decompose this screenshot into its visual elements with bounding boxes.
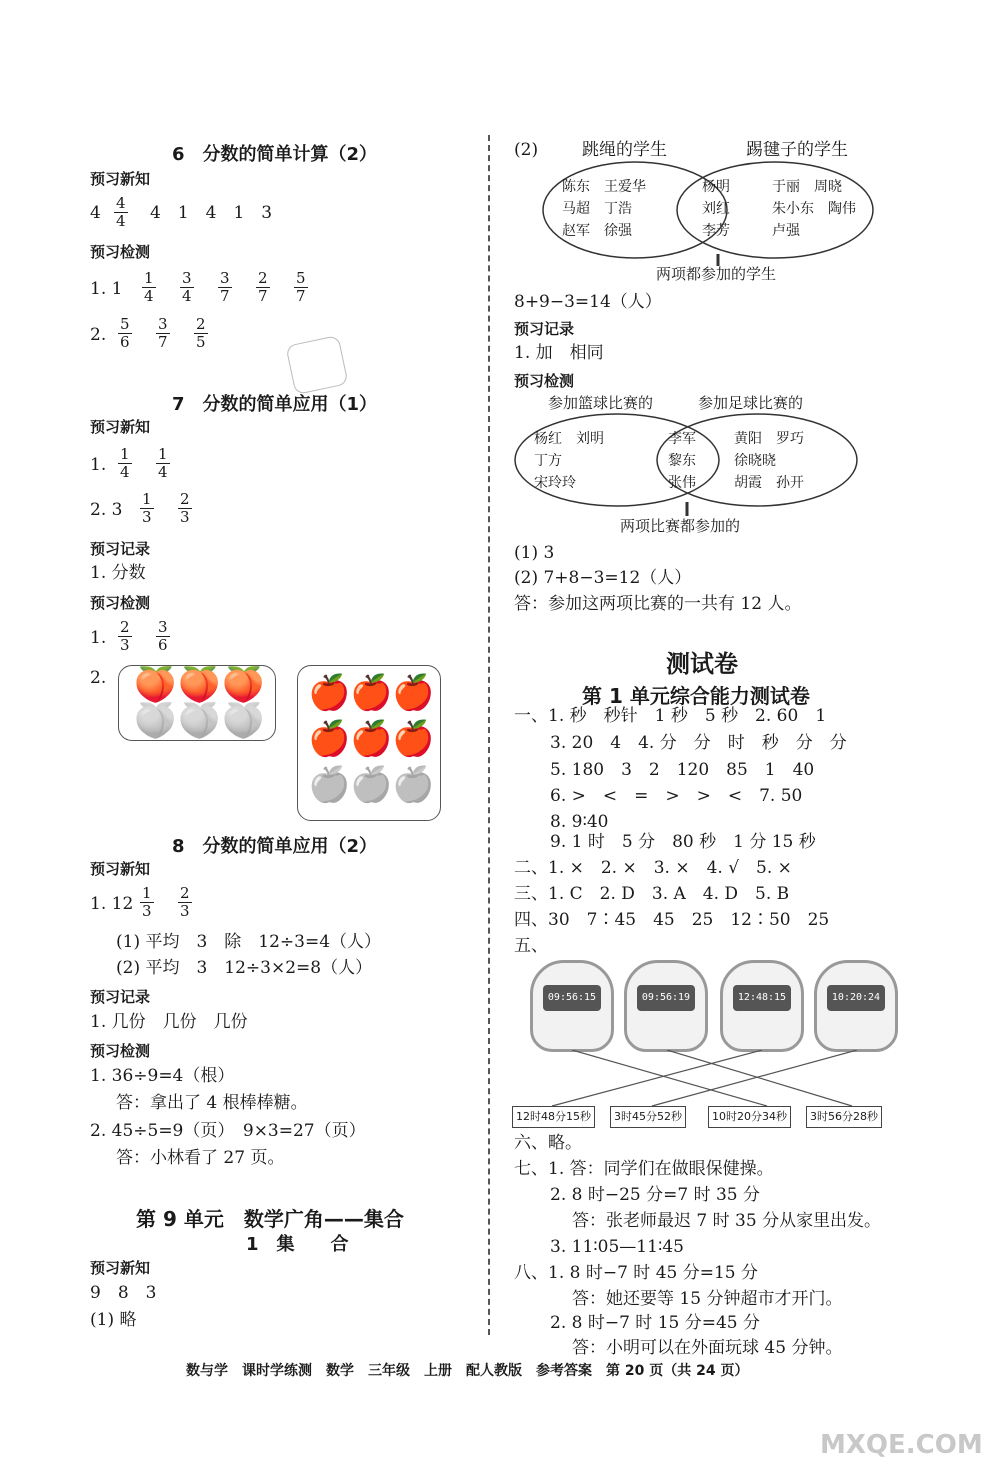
peach-icon: 🍑 [134, 701, 177, 741]
preview-record-label: 预习记录 [514, 320, 575, 338]
answer-3: 答：参加这两项比赛的一共有 12 人。 [514, 594, 802, 614]
apple-icon: 🍎 [392, 719, 435, 759]
section-6-title: 6 分数的简单计算（2） [172, 144, 378, 165]
test-line-10: 五、 [514, 936, 548, 956]
fraction: $\frac{4}{4}$ [116, 194, 126, 230]
venn2-mid-names: 李军 黎东 张伟 [668, 431, 696, 491]
preview-record-label: 预习记录 [90, 988, 151, 1006]
clock-icon: 09:56:19 [624, 960, 708, 1052]
time-box: 3时45分52秒 [610, 1106, 686, 1128]
clock-icon: 09:56:15 [530, 960, 614, 1052]
venn1-right-names: 于丽 周晓 朱小东 陶伟 卢强 [772, 179, 856, 239]
unit-9-subtitle: 1 集 合 [246, 1234, 349, 1255]
test-line-7: 二、1. × 2. × 3. × 4. √ 5. × [514, 858, 792, 878]
fraction: $\frac{2}{7}$ [258, 269, 268, 305]
sec7-q1: 1. [90, 455, 107, 475]
test-title: 测试卷 [666, 650, 738, 678]
venn2-right-names: 黄阳 罗巧 徐晓晓 胡霞 孙开 [734, 431, 804, 491]
preview-new-label: 预习新知 [90, 1259, 151, 1277]
record-1: 1. 加 相同 [514, 343, 604, 363]
sec7-check-1: 1. [90, 628, 107, 648]
test-line-19: 答：小明可以在外面玩球 45 分钟。 [572, 1338, 843, 1358]
fraction: $\frac{1}{4}$ [158, 445, 168, 481]
peach-icon: 🍑 [134, 665, 177, 705]
test-line-12: 七、1. 答：同学们在做眼保健操。 [514, 1159, 774, 1179]
sec6-q1: 1. 1 [90, 279, 123, 299]
column-divider [488, 135, 490, 1335]
apple-icon: 🍎 [350, 673, 393, 713]
test-line-13: 2. 8 时−25 分=7 时 35 分 [550, 1185, 761, 1205]
apple-icon: 🍎 [308, 765, 351, 805]
section-7-title: 7 分数的简单应用（1） [172, 394, 378, 415]
fraction: $\frac{3}{7}$ [158, 315, 168, 351]
fraction: $\frac{2}{3}$ [120, 618, 130, 654]
fraction: $\frac{1}{4}$ [144, 269, 154, 305]
preview-new-label: 预习新知 [90, 860, 151, 878]
sec8-q1: 1. 12 [90, 894, 134, 914]
fraction: $\frac{1}{3}$ [142, 884, 152, 920]
sec8-check-2: 2. 45÷5=9（页） 9×3=27（页） [90, 1121, 366, 1141]
test-line-1: 一、1. 秒 秒针 1 秒 5 秒 2. 60 1 [514, 706, 827, 726]
answer-1: (1) 3 [514, 543, 555, 563]
clock-icon: 12:48:15 [720, 960, 804, 1052]
sec8-check-1-answer: 答：拿出了 4 根棒棒糖。 [116, 1093, 308, 1113]
answer-2: (2) 7+8−3=12（人） [514, 568, 692, 588]
apple-icon: 🍎 [308, 719, 351, 759]
sec7-check-2: 2. [90, 668, 107, 688]
fraction: $\frac{5}{6}$ [120, 315, 130, 351]
sec6-q2: 2. [90, 325, 107, 345]
sec6-line1-a: 4 [90, 203, 101, 223]
peach-icon: 🍑 [178, 665, 221, 705]
test-line-16: 八、1. 8 时−7 时 45 分=15 分 [514, 1263, 759, 1283]
sec6-line1-b: 4 1 4 1 3 [150, 203, 273, 223]
venn2-left-names: 杨红 刘明 丁方 宋玲玲 [534, 431, 604, 491]
fraction: $\frac{5}{7}$ [296, 269, 306, 305]
venn2-left-title: 参加篮球比赛的 [548, 394, 654, 412]
test-line-15: 3. 11∶05—11∶45 [550, 1237, 684, 1257]
time-box: 12时48分15秒 [512, 1106, 595, 1128]
peach-icon: 🍑 [178, 701, 221, 741]
unit-9-line: 9 8 3 [90, 1283, 157, 1303]
matching-lines [512, 1050, 892, 1110]
test-line-4: 6. > < = > > < 7. 50 [550, 786, 803, 806]
test-line-8: 三、1. C 2. D 3. A 4. D 5. B [514, 884, 790, 904]
sec8-check-2-answer: 答：小林看了 27 页。 [116, 1148, 285, 1168]
fraction: $\frac{2}{3}$ [180, 490, 190, 526]
venn1-caption: 两项都参加的学生 [656, 265, 777, 283]
venn1-left-title: 跳绳的学生 [582, 140, 667, 160]
fraction: $\frac{2}{3}$ [180, 884, 190, 920]
page-footer: 数与学 课时学练测 数学 三年级 上册 配人教版 参考答案 第 20 页（共 24 页） [186, 1363, 749, 1379]
sec8-check-1: 1. 36÷9=4（根） [90, 1066, 235, 1086]
preview-new-label: 预习新知 [90, 418, 151, 436]
test-subtitle: 第 1 单元综合能力测试卷 [582, 684, 810, 708]
apple-icon: 🍎 [392, 765, 435, 805]
fraction: $\frac{1}{4}$ [120, 445, 130, 481]
test-line-6: 9. 1 时 5 分 80 秒 1 分 15 秒 [550, 832, 816, 852]
venn1-label: (2) [514, 140, 539, 160]
venn2-right-title: 参加足球比赛的 [698, 394, 804, 412]
venn1-left-names: 陈东 王爱华 马超 丁浩 赵军 徐强 [562, 179, 646, 239]
fraction: $\frac{3}{4}$ [182, 269, 192, 305]
fraction: $\frac{3}{6}$ [158, 618, 168, 654]
time-box: 3时56分28秒 [806, 1106, 882, 1128]
watermark: MXQE.COM [820, 1430, 983, 1460]
unit-9-title: 第 9 单元 数学广角——集合 [136, 1207, 404, 1231]
apple-icon: 🍎 [350, 765, 393, 805]
peach-icon: 🍑 [222, 665, 265, 705]
venn1-mid-names: 杨明 刘红 李芳 [702, 179, 730, 239]
fraction: $\frac{3}{7}$ [220, 269, 230, 305]
sec7-q2: 2. 3 [90, 500, 123, 520]
fraction: $\frac{1}{3}$ [142, 490, 152, 526]
unit-9-q1: (1) 略 [90, 1310, 137, 1330]
test-line-17: 答：她还要等 15 分钟超市才开门。 [572, 1289, 843, 1309]
test-line-3: 5. 180 3 2 120 85 1 40 [550, 760, 815, 780]
stamp-decoration [285, 335, 348, 395]
preview-record-label: 预习记录 [90, 540, 151, 558]
test-line-2: 3. 20 4 4. 分 分 时 秒 分 分 [550, 733, 847, 753]
test-line-14: 答：张老师最迟 7 时 35 分从家里出发。 [572, 1211, 882, 1231]
fraction: $\frac{2}{5}$ [196, 315, 206, 351]
test-line-5: 8. 9∶40 [550, 812, 609, 832]
test-line-11: 六、略。 [514, 1133, 582, 1153]
peach-icon: 🍑 [222, 701, 265, 741]
venn1-right-title: 踢毽子的学生 [746, 140, 848, 160]
sec7-record-1: 1. 分数 [90, 563, 146, 583]
preview-new-label: 预习新知 [90, 170, 151, 188]
sec8-record-1: 1. 几份 几份 几份 [90, 1012, 248, 1032]
venn2-caption: 两项比赛都参加的 [620, 517, 741, 535]
apple-icon: 🍎 [308, 673, 351, 713]
sec8-q1b: (2) 平均 3 12÷3×2=8（人） [116, 958, 373, 978]
test-line-9: 四、30 7∶45 45 25 12∶50 25 [514, 910, 830, 930]
test-line-18: 2. 8 时−7 时 15 分=45 分 [550, 1313, 761, 1333]
sec8-q1a: (1) 平均 3 除 12÷3=4（人） [116, 932, 382, 952]
apple-icon: 🍎 [350, 719, 393, 759]
preview-check-label: 预习检测 [90, 594, 151, 612]
time-box: 10时20分34秒 [708, 1106, 791, 1128]
preview-check-label: 预习检测 [90, 243, 151, 261]
preview-check-label: 预习检测 [514, 372, 575, 390]
calc-1: 8+9−3=14（人） [514, 292, 662, 312]
preview-check-label: 预习检测 [90, 1042, 151, 1060]
apple-icon: 🍎 [392, 673, 435, 713]
clock-icon: 10:20:24 [814, 960, 898, 1052]
section-8-title: 8 分数的简单应用（2） [172, 836, 378, 857]
